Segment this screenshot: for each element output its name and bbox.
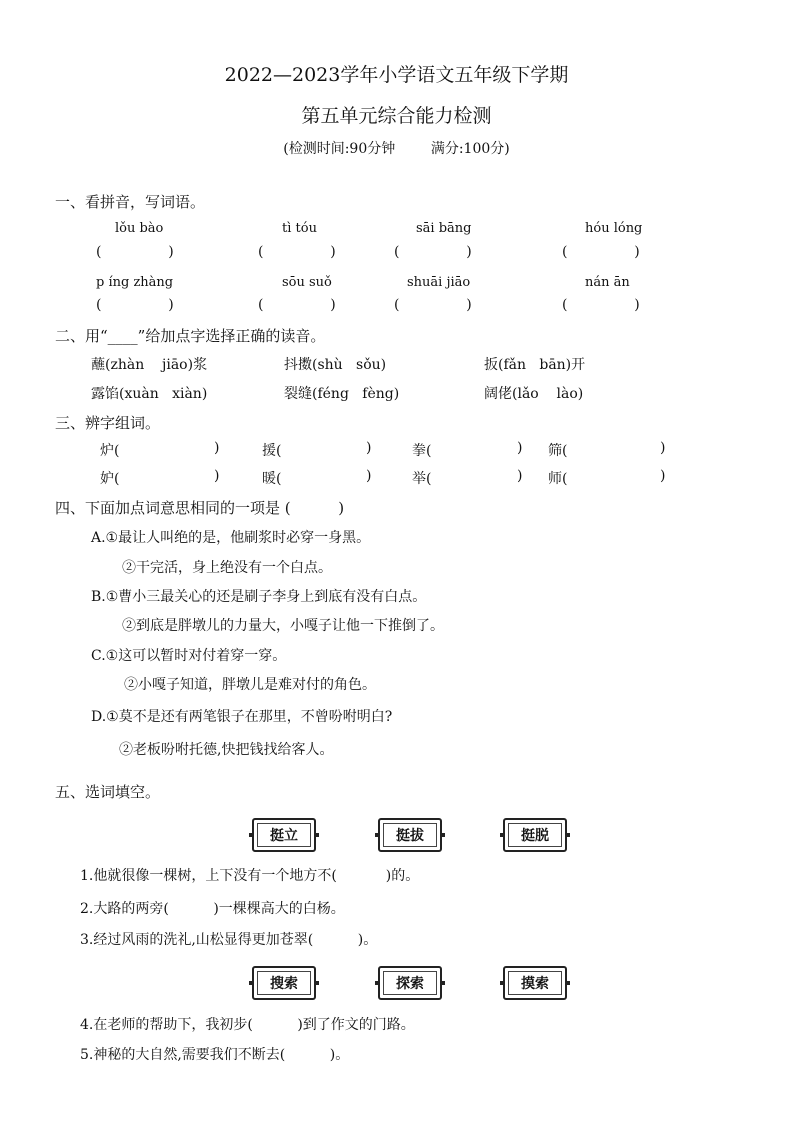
char-item: 拳( [412, 443, 432, 459]
char-item: 举( [412, 471, 432, 487]
reading-item[interactable]: 蘸(zhàn jiāo)浆 [91, 357, 208, 373]
title-line-2: 第五单元综合能力检测 [301, 105, 492, 127]
blank-close[interactable]: ) [517, 468, 523, 484]
blank-close[interactable]: ) [366, 440, 372, 456]
fill-line[interactable]: 1.他就很像一棵树，上下没有一个地方不( )的。 [80, 868, 420, 884]
section-5-heading: 五、选词填空。 [55, 783, 161, 801]
answer-blank[interactable]: ( ) [258, 244, 336, 260]
pinyin: p íng zhàng [96, 275, 174, 290]
word-box: 搜索 [252, 966, 316, 1000]
section-3-heading: 三、辨字组词。 [55, 414, 161, 432]
reading-item[interactable]: 扳(fǎn bān)开 [484, 357, 586, 373]
pinyin: lǒu bào [115, 221, 164, 236]
option-line[interactable]: A.①最让人叫绝的是，他刷浆时必穿一身黑。 [91, 530, 371, 546]
section-2-heading: 二、用“____”给加点字选择正确的读音。 [55, 327, 326, 345]
option-line[interactable]: C.①这可以暂时对付着穿一穿。 [91, 648, 287, 664]
word-box: 探索 [378, 966, 442, 1000]
blank-close[interactable]: ) [660, 468, 666, 484]
char-item: 师( [548, 471, 568, 487]
blank-close[interactable]: ) [366, 468, 372, 484]
fill-line[interactable]: 3.经过风雨的洗礼,山松显得更加苍翠( )。 [80, 932, 378, 948]
title-line-1: 2022—2023学年小学语文五年级下学期 [224, 64, 569, 86]
pinyin: nán ān [585, 275, 630, 290]
fill-line[interactable]: 4.在老师的帮助下，我初步( )到了作文的门路。 [80, 1017, 415, 1033]
blank-close[interactable]: ) [214, 440, 220, 456]
pinyin: tì tóu [282, 221, 317, 236]
reading-item[interactable]: 露馅(xuàn xiàn) [91, 386, 208, 402]
option-line[interactable]: B.①曹小三最关心的还是刷子李身上到底有没有白点。 [91, 589, 427, 605]
char-item: 妒( [100, 471, 120, 487]
answer-blank[interactable]: ( ) [562, 297, 640, 313]
word-box: 挺拔 [378, 818, 442, 852]
pinyin: hóu lóng [585, 221, 643, 236]
pinyin: sōu suǒ [282, 275, 332, 290]
fill-line[interactable]: 5.神秘的大自然,需要我们不断去( )。 [80, 1047, 350, 1063]
char-item: 援( [262, 443, 282, 459]
option-line: ②干完活，身上绝没有一个白点。 [122, 560, 332, 576]
word-box: 挺立 [252, 818, 316, 852]
blank-close[interactable]: ) [214, 468, 220, 484]
char-item: 暖( [262, 471, 282, 487]
answer-blank[interactable]: ( ) [96, 297, 174, 313]
pinyin: shuāi jiāo [407, 275, 471, 290]
option-line[interactable]: D.①莫不是还有两笔银子在那里，不曾吩咐明白? [91, 709, 393, 725]
pinyin: sāi bāng [416, 221, 472, 236]
answer-blank[interactable]: ( ) [394, 297, 472, 313]
blank-close[interactable]: ) [517, 440, 523, 456]
word-box: 摸索 [503, 966, 567, 1000]
section-1-heading: 一、看拼音，写词语。 [55, 193, 206, 211]
reading-item[interactable]: 抖擞(shù sǒu) [284, 357, 387, 373]
test-info: (检测时间:90分钟 满分:100分) [283, 141, 510, 157]
option-line: ②到底是胖墩儿的力量大，小嘎子让他一下推倒了。 [122, 618, 444, 634]
section-4-heading: 四、下面加点词意思相同的一项是 ( ) [55, 499, 345, 517]
word-box: 挺脱 [503, 818, 567, 852]
char-item: 筛( [548, 443, 568, 459]
reading-item[interactable]: 阔佬(lǎo lào) [484, 386, 584, 402]
fill-line[interactable]: 2.大路的两旁( )一棵棵高大的白杨。 [80, 901, 345, 917]
option-line: ②小嘎子知道，胖墩儿是难对付的角色。 [124, 677, 376, 693]
answer-blank[interactable]: ( ) [394, 244, 472, 260]
answer-blank[interactable]: ( ) [562, 244, 640, 260]
blank-close[interactable]: ) [660, 440, 666, 456]
char-item: 炉( [100, 443, 120, 459]
option-line: ②老板吩咐托德,快把钱找给客人。 [119, 742, 334, 758]
answer-blank[interactable]: ( ) [96, 244, 174, 260]
answer-blank[interactable]: ( ) [258, 297, 336, 313]
reading-item[interactable]: 裂缝(féng fèng) [284, 386, 400, 402]
